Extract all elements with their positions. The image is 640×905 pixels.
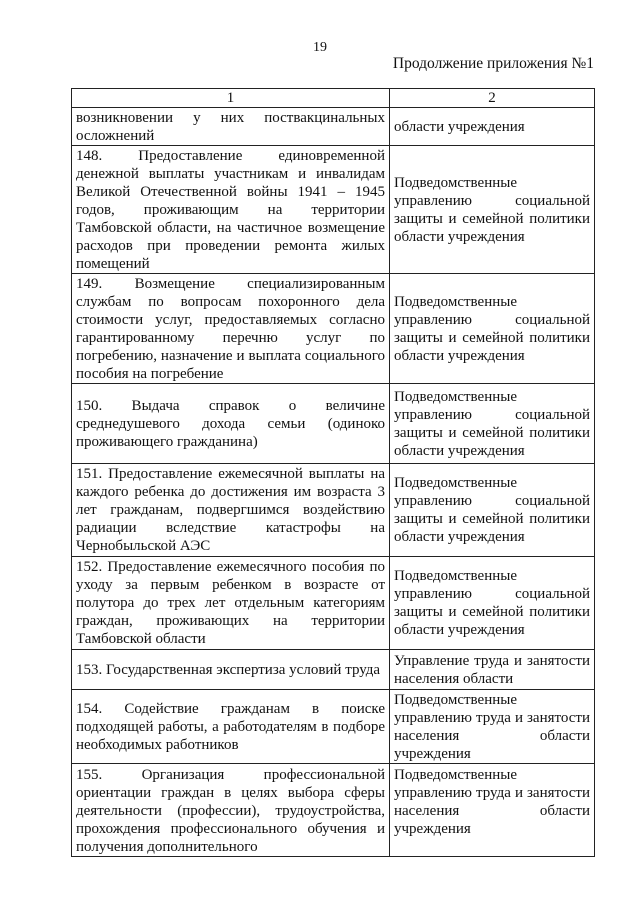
services-table xyxy=(71,88,595,857)
service-cell: 150. Выдача справок о величине среднедушевого дохода семьи (одиноко проживающего гражданина) xyxy=(72,384,390,464)
page-number: 19 xyxy=(313,40,327,55)
service-cell: 148. Предоставление единовременной денежной выплаты участникам и инвалидам Великой Отечественной войны 1941 – 1945 годов, проживающим на территории Тамбовской области, на частичное возмещение расходов при проведении ремонта жилых помещений xyxy=(72,146,390,274)
table-row xyxy=(72,690,595,764)
service-cell: 154. Содействие гражданам в поиске подходящей работы, а работодателям в подборе необходимых работников xyxy=(72,690,390,764)
table-row xyxy=(72,384,595,464)
service-cell: возникновении у них поствакцинальных осложнений xyxy=(72,108,390,146)
column-header: 2 xyxy=(390,89,595,108)
table-row xyxy=(72,764,595,857)
table-row xyxy=(72,650,595,690)
continuation-header: Продолжение приложения №1 xyxy=(392,55,594,72)
service-cell: 153. Государственная экспертиза условий труда xyxy=(72,650,390,690)
responsible-cell: Подведомственные управлению социальной защиты и семейной политики области учреждения xyxy=(390,557,595,650)
responsible-cell: Подведомственные управлению труда и занятости населения области учреждения xyxy=(390,764,595,857)
responsible-cell: Подведомственные управлению социальной защиты и семейной политики области учреждения xyxy=(390,274,595,384)
service-cell: 151. Предоставление ежемесячной выплаты на каждого ребенка до достижения им возраста 3 лет гражданам, подвергшимся воздействию радиации вследствие катастрофы на Чернобыльской АЭС xyxy=(72,464,390,557)
responsible-cell: Управление труда и занятости населения области xyxy=(390,650,595,690)
column-header: 1 xyxy=(72,89,390,108)
table-row xyxy=(72,557,595,650)
responsible-cell: Подведомственные управлению социальной защиты и семейной политики области учреждения xyxy=(390,464,595,557)
responsible-cell: Подведомственные управлению социальной защиты и семейной политики области учреждения xyxy=(390,384,595,464)
table-row xyxy=(72,108,595,146)
responsible-cell: области учреждения xyxy=(390,108,595,146)
service-cell: 152. Предоставление ежемесячного пособия по уходу за первым ребенком в возрасте от полутора до трех лет отдельным категориям граждан, проживающих на территории Тамбовской области xyxy=(72,557,390,650)
table-row xyxy=(72,464,595,557)
responsible-cell: Подведомственные управлению социальной защиты и семейной политики области учреждения xyxy=(390,146,595,274)
service-cell: 149. Возмещение специализированным службам по вопросам похоронного дела стоимости услуг, предоставляемых согласно гарантированному перечню услуг по погребению, назначение и выплата социального пособия на погребение xyxy=(72,274,390,384)
table-row xyxy=(72,146,595,274)
table-row xyxy=(72,274,595,384)
service-cell: 155. Организация профессиональной ориентации граждан в целях выбора сферы деятельности (профессии), трудоустройства, прохождения профессионального обучения и получения дополнительного xyxy=(72,764,390,857)
responsible-cell: Подведомственные управлению труда и занятости населения области учреждения xyxy=(390,690,595,764)
table-header-row xyxy=(72,89,595,108)
